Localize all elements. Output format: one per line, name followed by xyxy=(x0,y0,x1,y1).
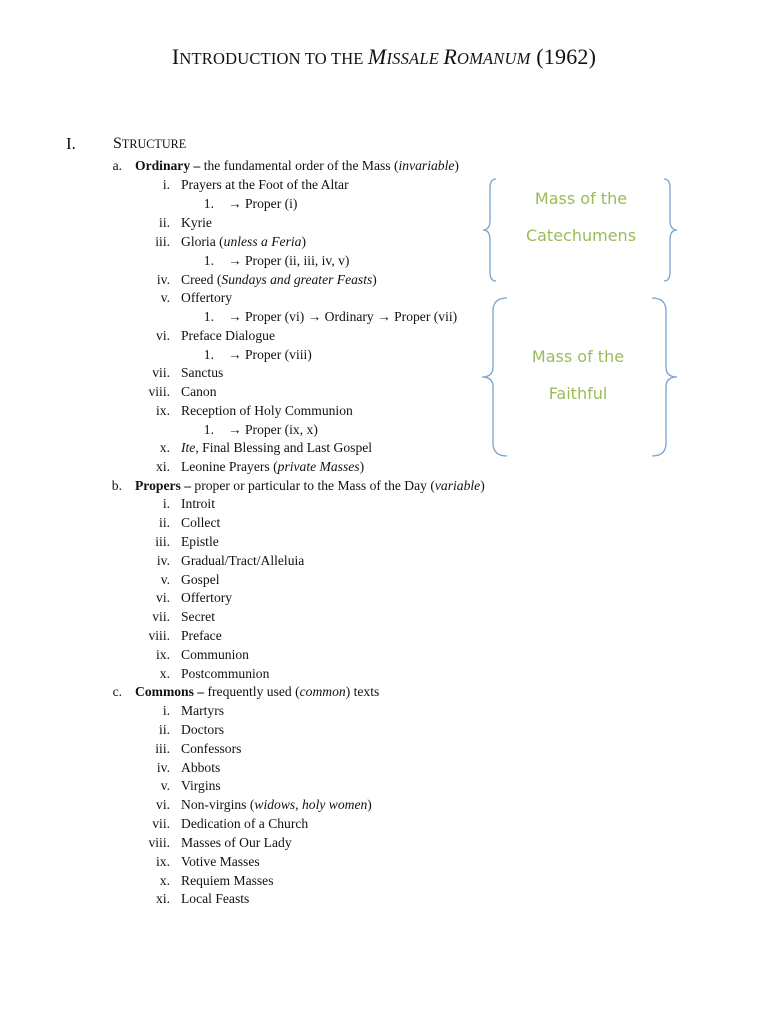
list-item: Kyrie xyxy=(181,215,212,230)
list-number: iii. xyxy=(155,741,170,756)
list-number: x. xyxy=(159,873,170,888)
item-text: Creed ( xyxy=(181,272,222,287)
list-item: Votive Masses xyxy=(181,854,260,869)
list-number: v. xyxy=(160,778,170,793)
propers-desc-end: ) xyxy=(480,478,485,493)
list-item: Preface xyxy=(181,628,222,643)
title-year: (1962) xyxy=(530,44,597,69)
annotation-line: Mass of the xyxy=(534,189,628,208)
list-item xyxy=(181,438,372,457)
list-number: i. xyxy=(162,703,170,718)
list-item: Postcommunion xyxy=(181,666,270,681)
list-number: vii. xyxy=(152,816,170,831)
annotation-line: Catechumens xyxy=(525,226,637,245)
list-item xyxy=(181,232,306,251)
list-number: i. xyxy=(162,177,170,192)
list-item xyxy=(181,795,372,814)
item-italic: unless a Feria xyxy=(223,234,302,249)
propers-heading xyxy=(135,476,485,495)
list-item: Communion xyxy=(181,647,249,662)
commons-desc: frequently used ( xyxy=(204,684,300,699)
list-item: Abbots xyxy=(181,760,221,775)
list-item: Sanctus xyxy=(181,365,224,380)
list-number: iii. xyxy=(155,234,170,249)
item-end: ) xyxy=(372,272,377,287)
item-italic: Ite xyxy=(181,440,196,455)
item-italic: widows, holy women xyxy=(254,797,368,812)
propers-label: Propers – xyxy=(135,478,192,493)
sub-number: 1. xyxy=(203,347,214,362)
item-italic: private Masses xyxy=(277,459,360,474)
list-number: ii. xyxy=(159,515,170,530)
propers-desc: proper or particular to the Mass of the Day ( xyxy=(191,478,435,493)
list-item: Secret xyxy=(181,609,215,624)
ordinary-desc: the fundamental order of the Mass ( xyxy=(200,158,399,173)
ordinary-heading xyxy=(135,156,459,175)
list-number: v. xyxy=(160,290,170,305)
sub-number: 1. xyxy=(203,422,214,437)
left-brace-catechumens xyxy=(482,178,498,282)
list-number: ix. xyxy=(156,403,170,418)
list-number: v. xyxy=(160,572,170,587)
list-number: ii. xyxy=(159,722,170,737)
commons-desc-end: ) texts xyxy=(345,684,380,699)
list-number: ix. xyxy=(156,854,170,869)
list-item: Introit xyxy=(181,496,215,511)
sub-item: → Proper (viii) xyxy=(228,347,312,362)
item-text: Leonine Prayers ( xyxy=(181,459,278,474)
sub-item: → Proper (vi) → Ordinary → Proper (vii) xyxy=(228,309,458,324)
item-italic: Sundays and greater Feasts xyxy=(221,272,373,287)
list-number: xi. xyxy=(156,891,170,906)
list-item: Canon xyxy=(181,384,217,399)
section-title-initial: S xyxy=(113,135,122,152)
list-number: vii. xyxy=(152,365,170,380)
commons-label: Commons – xyxy=(135,684,205,699)
list-number: x. xyxy=(159,666,170,681)
list-item xyxy=(181,270,377,289)
list-marker: c. xyxy=(112,684,122,699)
list-item: Reception of Holy Communion xyxy=(181,403,353,418)
sub-number: 1. xyxy=(203,196,214,211)
sub-item: → Proper (ix, x) xyxy=(228,422,318,437)
list-item: Prayers at the Foot of the Altar xyxy=(181,177,349,192)
list-item: Gradual/Tract/Alleluia xyxy=(181,553,305,568)
right-brace-faithful xyxy=(650,297,678,457)
list-number: iii. xyxy=(155,534,170,549)
section-title xyxy=(113,134,186,153)
item-text: , Final Blessing and Last Gospel xyxy=(195,440,373,455)
list-item: Gospel xyxy=(181,572,220,587)
annotation-line: Faithful xyxy=(548,384,608,403)
list-number: viii. xyxy=(148,384,170,399)
list-number: i. xyxy=(162,496,170,511)
list-item: Requiem Masses xyxy=(181,873,274,888)
list-number: iv. xyxy=(156,272,170,287)
annotation-line: Mass of the xyxy=(531,347,625,366)
list-item: Preface Dialogue xyxy=(181,328,275,343)
list-number: vi. xyxy=(156,590,170,605)
list-number: ii. xyxy=(159,215,170,230)
annotation-mass-of-the-faithful xyxy=(500,338,656,412)
list-item: Offertory xyxy=(181,590,233,605)
item-end: ) xyxy=(367,797,372,812)
list-marker: a. xyxy=(112,158,122,173)
list-item: Virgins xyxy=(181,778,221,793)
title-italic-initial-1: M xyxy=(367,44,387,69)
annotation-mass-of-the-catechumens xyxy=(500,180,662,254)
list-number: iv. xyxy=(156,553,170,568)
list-number: vii. xyxy=(152,609,170,624)
list-number: vi. xyxy=(156,797,170,812)
list-number: viii. xyxy=(148,835,170,850)
item-text: Non-virgins ( xyxy=(181,797,255,812)
list-item: Collect xyxy=(181,515,221,530)
list-item: Confessors xyxy=(181,741,242,756)
document-title xyxy=(0,44,768,70)
commons-desc-italic: common xyxy=(299,684,346,699)
item-end: ) xyxy=(301,234,306,249)
list-number: viii. xyxy=(148,628,170,643)
sub-number: 1. xyxy=(203,309,214,324)
list-item: Martyrs xyxy=(181,703,225,718)
ordinary-desc-end: ) xyxy=(454,158,459,173)
sub-number: 1. xyxy=(203,253,214,268)
ordinary-desc-italic: invariable xyxy=(398,158,455,173)
list-item: Dedication of a Church xyxy=(181,816,309,831)
list-item: Offertory xyxy=(181,290,233,305)
list-marker: b. xyxy=(111,478,122,493)
list-item: Doctors xyxy=(181,722,225,737)
propers-desc-italic: variable xyxy=(434,478,481,493)
title-text: NTRODUCTION TO THE xyxy=(179,49,368,68)
item-end: ) xyxy=(359,459,365,474)
list-item: Epistle xyxy=(181,534,219,549)
item-text: Gloria ( xyxy=(181,234,224,249)
list-item: Local Feasts xyxy=(181,891,250,906)
ordinary-label: Ordinary – xyxy=(135,158,201,173)
title-italic-initial-2: R xyxy=(443,44,457,69)
list-number: iv. xyxy=(156,760,170,775)
sub-item: → Proper (ii, iii, iv, v) xyxy=(228,253,350,268)
title-italic-text-1: ISSALE xyxy=(386,49,444,68)
list-item xyxy=(181,457,364,476)
list-number: vi. xyxy=(156,328,170,343)
list-item: Masses of Our Lady xyxy=(181,835,292,850)
sub-item: → Proper (i) xyxy=(228,196,298,211)
list-number: ix. xyxy=(156,647,170,662)
section-numeral: I. xyxy=(66,134,76,153)
right-brace-catechumens xyxy=(662,178,678,282)
list-number: xi. xyxy=(156,459,170,474)
commons-heading xyxy=(135,682,379,701)
list-number: x. xyxy=(159,440,170,455)
title-initial: I xyxy=(171,44,180,69)
title-italic-text-2: OMANUM xyxy=(456,49,531,68)
section-title-text: TRUCTURE xyxy=(121,137,187,151)
